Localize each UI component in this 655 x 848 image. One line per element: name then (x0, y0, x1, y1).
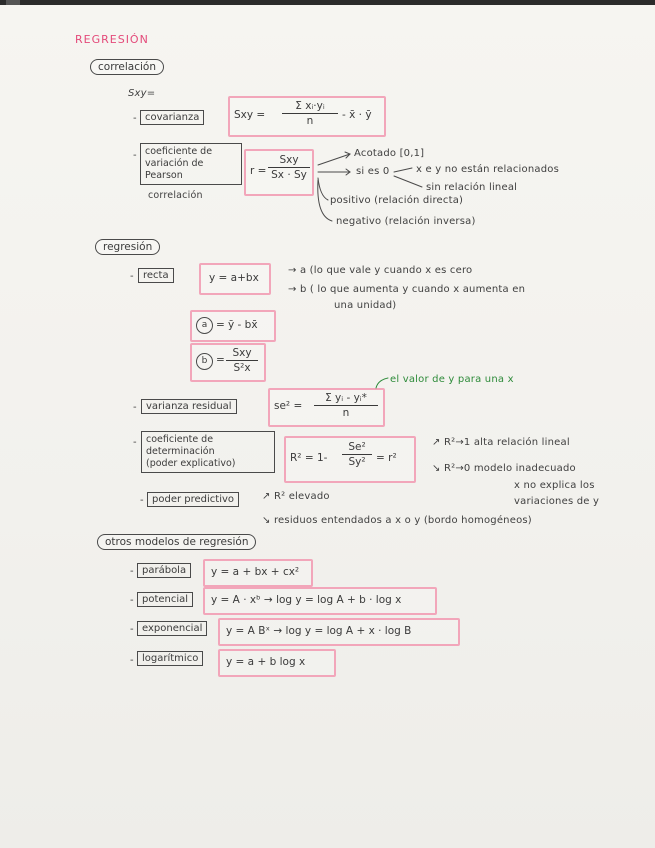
pearson-den: Sx · Sy (271, 169, 307, 181)
dash: - (130, 624, 134, 635)
determinacion-den: Sy² (348, 456, 366, 468)
determinacion-num: Se² (342, 441, 372, 455)
section-otros-modelos: otros modelos de regresión (97, 534, 256, 550)
determinacion-label-line: coeficiente de (146, 434, 214, 445)
modelo-label-parabola: parábola (137, 563, 191, 578)
recta-formula: y = a+bx (209, 272, 259, 284)
note-r2-x-cont: variaciones de y (514, 496, 600, 507)
dash: - (130, 566, 134, 577)
note-r2-1-text: R²→1 alta relación lineal (443, 437, 570, 448)
dash: - (133, 150, 137, 161)
determinacion-tail: = r² (376, 452, 397, 464)
pearson-num: Sxy (268, 154, 310, 168)
arrow-acotado (318, 154, 350, 165)
arrow-negativo (318, 180, 332, 221)
varianza-num: Σ yᵢ - yᵢ* (314, 392, 378, 406)
determinacion-lhs: R² = 1- (290, 452, 328, 464)
covarianza-num: Σ xᵢ·yᵢ (282, 100, 338, 114)
covarianza-tail: - x̄ · ȳ (342, 109, 372, 121)
dash: - (130, 655, 134, 666)
note-b: → b ( lo que aumenta y cuando x aumenta en (288, 284, 526, 295)
dash: - (130, 271, 134, 282)
dash: - (133, 437, 137, 448)
note-negativo: negativo (relación inversa) (336, 216, 476, 227)
dash: - (130, 595, 134, 606)
note-si-es-0: si es 0 (356, 166, 390, 177)
modelo-formula-exponencial: y = A Bˣ → log y = log A + x · log B (226, 625, 412, 637)
pearson-sub: correlación (148, 190, 203, 201)
b-eq: = (216, 354, 225, 366)
dash: - (133, 402, 137, 413)
covarianza-lhs: Sxy = (234, 109, 266, 121)
pearson-lhs: r = (250, 165, 267, 177)
pearson-label-line: Pearson (145, 170, 183, 181)
determinacion-label-line: (poder explicativo) (146, 458, 236, 469)
note-r2-1: ↗ R²→1 alta relación lineal (432, 437, 570, 448)
poder-predictivo-label: poder predictivo (147, 492, 239, 507)
covarianza-label: covarianza (140, 110, 204, 125)
covarianza-den: n (306, 115, 314, 127)
note-residuos-text: residuos entendados a x o y (bordo homogéneos) (273, 515, 532, 526)
arrow-sin-relacion (394, 176, 422, 187)
note-r2-0: ↘ R²→0 modelo inadecuado (432, 463, 576, 474)
note-sin-relacion: sin relación lineal (426, 182, 518, 193)
note-no-relacionados: x e y no están relacionados (416, 164, 559, 175)
modelo-formula-logaritmico: y = a + b log x (226, 656, 306, 668)
note-b-cont: una unidad) (334, 300, 397, 311)
dash: - (133, 113, 137, 124)
note-r2-0-text: R²→0 modelo inadecuado (443, 463, 576, 474)
page-title: REGRESIÓN (75, 33, 149, 46)
section-correlacion: correlación (90, 59, 164, 75)
a-circle: a (196, 317, 213, 334)
section-regresion: regresión (95, 239, 160, 255)
modelo-label-potencial: potencial (137, 592, 193, 607)
arrow-positivo (318, 178, 328, 200)
varianza-lhs: se² = (274, 400, 303, 412)
pearson-label-line: variación de (145, 158, 204, 169)
note-r2-elevado: ↗ R² elevado (262, 491, 330, 502)
varianza-residual-label: varianza residual (141, 399, 237, 414)
b-num: Sxy (226, 347, 258, 361)
modelo-label-logaritmico: logarítmico (137, 651, 203, 666)
green-note: el valor de y para una x (390, 374, 514, 385)
dash: - (140, 495, 144, 506)
a-eq: = (216, 319, 225, 331)
note-positivo: positivo (relación directa) (330, 195, 464, 206)
arrow-green (376, 378, 388, 388)
varianza-den: n (342, 407, 350, 419)
modelo-formula-potencial: y = A · xᵇ → log y = log A + b · log x (211, 594, 402, 606)
modelo-label-exponencial: exponencial (137, 621, 207, 636)
arrow-relacionados (394, 168, 412, 172)
note-residuos: ↘ residuos entendados a x o y (bordo homogéneos) (262, 515, 532, 526)
modelo-formula-parabola: y = a + bx + cx² (211, 566, 300, 578)
note-b-text: b ( lo que aumenta y cuando x aumenta en (299, 284, 526, 295)
note-a: → a (lo que vale y cuando x es cero (288, 265, 473, 276)
note-a-text: a (lo que vale y cuando x es cero (299, 265, 473, 276)
note-r2-elevado-text: R² elevado (273, 491, 330, 502)
a-formula: ȳ - bx̄ (228, 319, 258, 331)
recta-label: recta (138, 268, 174, 283)
b-circle: b (196, 353, 213, 370)
b-den: S²x (233, 362, 251, 374)
sxy-label: Sxy= (128, 88, 156, 99)
note-acotado: Acotado [0,1] (354, 148, 425, 159)
determinacion-label-line: determinación (146, 446, 215, 457)
note-r2-x: x no explica los (514, 480, 595, 491)
pearson-label-line: coeficiente de (145, 146, 213, 157)
